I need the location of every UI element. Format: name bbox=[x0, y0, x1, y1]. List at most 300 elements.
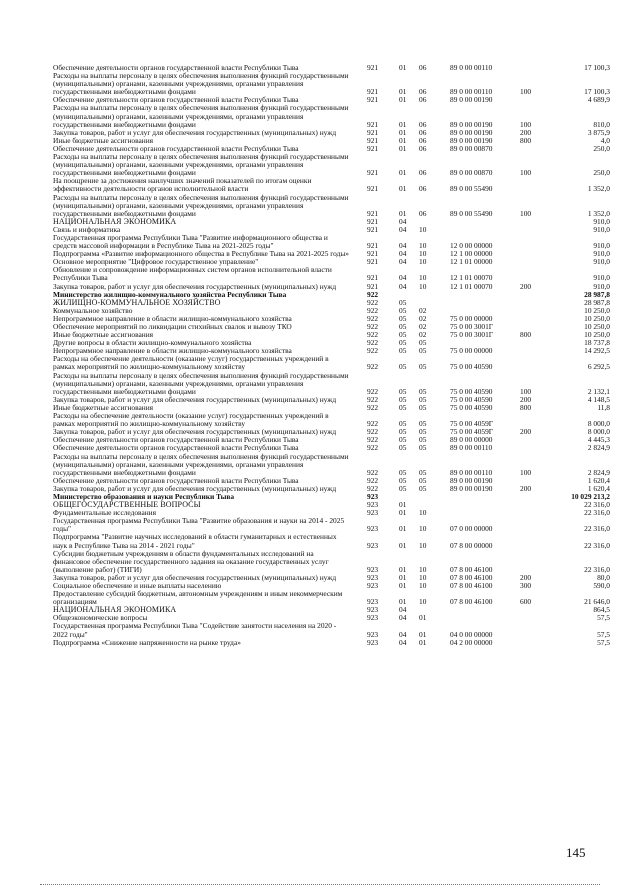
target-article-code: 75 0 00 40590 bbox=[450, 362, 493, 372]
section-code: 05 bbox=[399, 483, 407, 493]
target-article-code: 89 0 00 55490 bbox=[450, 208, 493, 218]
section-code: 04 bbox=[399, 273, 407, 283]
row-description: Расходы на выплаты персоналу в целях обеспечения выполнения функций государственными (муниципальными) органами, казенными учреждениями, органами управления государственными внебюджетными фондами bbox=[53, 192, 349, 218]
target-article-code: 07 8 00 46100 bbox=[450, 572, 493, 582]
section-code: 04 bbox=[399, 249, 407, 259]
subsection-code: 06 bbox=[419, 168, 427, 178]
expense-type-code: 200 bbox=[520, 281, 532, 291]
target-article-code: 75 0 00 00000 bbox=[450, 346, 493, 356]
section-code: 01 bbox=[399, 581, 407, 590]
subsection-code: 06 bbox=[419, 127, 427, 137]
row-description: Обеспечение деятельности органов государственной власти Республики Тыва bbox=[53, 435, 299, 445]
table-row bbox=[53, 216, 610, 226]
target-article-code: 89 0 00 00190 bbox=[450, 119, 493, 129]
ministry-code: 921 bbox=[367, 184, 379, 194]
subsection-code: 02 bbox=[419, 330, 427, 340]
subsection-code: 05 bbox=[419, 483, 427, 493]
table-row bbox=[53, 192, 610, 218]
section-code: 05 bbox=[399, 305, 407, 315]
table-row bbox=[53, 516, 610, 534]
ministry-code: 922 bbox=[367, 443, 379, 453]
amount-value: 17 100,3 bbox=[584, 87, 610, 97]
amount-value: 250,0 bbox=[593, 168, 610, 178]
row-description: Иные бюджетные ассигнования bbox=[53, 402, 154, 412]
section-code: 05 bbox=[399, 435, 407, 445]
target-article-code: 89 0 00 00110 bbox=[450, 63, 493, 72]
table-row bbox=[53, 411, 610, 429]
amount-value: 4,0 bbox=[600, 135, 610, 145]
target-article-code: 75 0 00 3001Г bbox=[450, 322, 494, 331]
amount-value: 17 100,3 bbox=[584, 63, 610, 72]
page-number: 145 bbox=[566, 845, 586, 860]
ministry-code: 921 bbox=[367, 135, 379, 145]
target-article-code: 89 0 00 00110 bbox=[450, 443, 493, 453]
ministry-code: 923 bbox=[367, 491, 379, 501]
row-description: Предоставление субсидий бюджетным, автономным учреждениям и иным некоммерческим организациям bbox=[53, 589, 343, 607]
expense-type-code: 200 bbox=[520, 127, 532, 137]
subsection-code: 10 bbox=[419, 224, 427, 234]
table-row bbox=[53, 176, 610, 194]
row-description: НАЦИОНАЛЬНАЯ ЭКОНОМИКА bbox=[53, 605, 177, 615]
ministry-code: 923 bbox=[367, 564, 379, 574]
row-description: Обеспечение деятельности органов государственной власти Республики Тыва bbox=[53, 475, 299, 485]
ministry-code: 921 bbox=[367, 273, 379, 283]
row-description: Государственная программа Республики Тыва "Развитие информационного общества и средств массовой информации в Республике Тыва на 2021-2025 годы" bbox=[53, 232, 328, 251]
target-article-code: 89 0 00 00000 bbox=[450, 435, 493, 445]
table-row bbox=[53, 152, 610, 178]
row-description: ОБЩЕГОСУДАРСТВЕННЫЕ ВОПРОСЫ bbox=[53, 500, 201, 510]
subsection-code: 06 bbox=[419, 63, 427, 72]
amount-value: 10 029 213,2 bbox=[571, 491, 610, 501]
row-description: Основное мероприятие "Цифровое государственное управление" bbox=[53, 257, 259, 267]
ministry-code: 922 bbox=[367, 330, 379, 340]
row-description: Иные бюджетные ассигнования bbox=[53, 330, 154, 340]
section-code: 01 bbox=[399, 95, 407, 105]
subsection-code: 06 bbox=[419, 87, 427, 97]
subsection-code: 10 bbox=[419, 241, 427, 251]
amount-value: 10 250,0 bbox=[584, 305, 610, 315]
subsection-code: 10 bbox=[419, 597, 427, 607]
target-article-code: 75 0 00 3001Г bbox=[450, 330, 494, 340]
ministry-code: 922 bbox=[367, 483, 379, 493]
table-row bbox=[53, 232, 610, 251]
amount-value: 864,5 bbox=[593, 605, 610, 615]
ministry-code: 922 bbox=[367, 386, 379, 396]
ministry-code: 923 bbox=[367, 524, 379, 534]
amount-value: 910,0 bbox=[593, 273, 610, 283]
table-row bbox=[53, 354, 610, 372]
amount-value: 57,5 bbox=[597, 637, 610, 647]
ministry-code: 921 bbox=[367, 257, 379, 267]
target-article-code: 75 0 00 4059Г bbox=[450, 427, 494, 437]
expense-type-code: 800 bbox=[520, 135, 532, 145]
row-description: Непрограммное направление в области жилищно-коммунального хозяйства bbox=[53, 346, 292, 356]
target-article-code: 12 1 01 00070 bbox=[450, 281, 493, 291]
subsection-code: 06 bbox=[419, 208, 427, 218]
section-code: 01 bbox=[399, 572, 407, 582]
table-row bbox=[53, 621, 610, 639]
amount-value: 22 316,0 bbox=[584, 524, 610, 534]
amount-value: 57,5 bbox=[597, 629, 610, 639]
target-article-code: 89 0 00 00190 bbox=[450, 475, 493, 485]
section-code: 01 bbox=[399, 119, 407, 129]
target-article-code: 89 0 00 00870 bbox=[450, 143, 493, 153]
section-code: 01 bbox=[399, 135, 407, 145]
row-description: Расходы на выплаты персоналу в целях обеспечения выполнения функций государственными (муниципальными) органами, казенными учреждениями, органами управления государственными внебюджетными фондами bbox=[53, 71, 349, 97]
target-article-code: 89 0 00 00190 bbox=[450, 95, 493, 105]
row-description: Другие вопросы в области жилищно-коммунального хозяйства bbox=[53, 338, 252, 348]
section-code: 05 bbox=[399, 443, 407, 453]
section-code: 05 bbox=[399, 402, 407, 412]
ministry-code: 922 bbox=[367, 419, 379, 429]
section-code: 04 bbox=[399, 637, 407, 647]
section-code: 04 bbox=[399, 216, 407, 226]
ministry-code: 923 bbox=[367, 508, 379, 518]
row-description: Непрограммное направление в области жилищно-коммунального хозяйства bbox=[53, 313, 292, 323]
section-code: 01 bbox=[399, 127, 407, 137]
target-article-code: 12 1 00 00000 bbox=[450, 249, 493, 259]
subsection-code: 10 bbox=[419, 281, 427, 291]
target-article-code: 89 0 00 00190 bbox=[450, 135, 493, 145]
ministry-code: 923 bbox=[367, 637, 379, 647]
row-description: Расходы на обеспечение деятельности (оказание услуг) государственных учреждений в рамках мероприятий по жилищно-коммунальному хозяйству bbox=[53, 354, 329, 372]
ministry-code: 922 bbox=[367, 362, 379, 372]
row-description: Фундаментальные исследования bbox=[53, 508, 157, 518]
expense-type-code: 100 bbox=[520, 87, 532, 97]
row-description: Субсидии бюджетным учреждениям в области фундаментальных исследований на финансовое обеспечение государственного задания на оказание государственных услуг (выполнение работ) (ТИГИ) bbox=[53, 548, 329, 574]
table-row bbox=[53, 637, 610, 647]
ministry-code: 922 bbox=[367, 394, 379, 404]
target-article-code: 75 0 00 40590 bbox=[450, 402, 493, 412]
row-description: Расходы на выплаты персоналу в целях обеспечения выполнения функций государственными (муниципальными) органами, казенными учреждениями, органами управления государственными внебюджетными фондами bbox=[53, 370, 349, 396]
ministry-code: 923 bbox=[367, 613, 379, 623]
ministry-code: 921 bbox=[367, 168, 379, 178]
row-description: Связь и информатика bbox=[53, 224, 121, 234]
row-description: Государственная программа Республики Тыва "Содействие занятости населения на 2020 - 2022 годы" bbox=[53, 621, 337, 639]
ministry-code: 923 bbox=[367, 605, 379, 615]
expense-type-code: 200 bbox=[520, 394, 532, 404]
table-row bbox=[53, 103, 610, 129]
row-description: Закупка товаров, работ и услуг для обеспечения государственных (муниципальных) нужд bbox=[53, 281, 337, 291]
subsection-code: 10 bbox=[419, 273, 427, 283]
section-code: 05 bbox=[399, 394, 407, 404]
subsection-code: 01 bbox=[419, 637, 427, 647]
amount-value: 22 316,0 bbox=[584, 540, 610, 550]
ministry-code: 921 bbox=[367, 119, 379, 129]
amount-value: 1 620,4 bbox=[587, 483, 610, 493]
section-code: 01 bbox=[399, 184, 407, 194]
section-code: 01 bbox=[399, 500, 407, 510]
target-article-code: 07 8 00 46100 bbox=[450, 597, 493, 607]
amount-value: 250,0 bbox=[593, 143, 610, 153]
row-description: Обеспечение деятельности органов государственной власти Республики Тыва bbox=[53, 143, 299, 153]
ministry-code: 921 bbox=[367, 87, 379, 97]
row-description: Закупка товаров, работ и услуг для обеспечения государственных (муниципальных) нужд bbox=[53, 572, 337, 582]
subsection-code: 05 bbox=[419, 402, 427, 412]
subsection-code: 10 bbox=[419, 572, 427, 582]
amount-value: 10 250,0 bbox=[584, 313, 610, 323]
row-description: Обновление и сопровождение информационных систем органов исполнительной власти Республики Тыва bbox=[53, 265, 332, 283]
expense-type-code: 100 bbox=[520, 119, 532, 129]
row-description: Министерство жилищно-коммунального хозяйства Республики Тыва bbox=[53, 289, 287, 299]
ministry-code: 923 bbox=[367, 581, 379, 590]
section-code: 05 bbox=[399, 419, 407, 429]
section-code: 01 bbox=[399, 87, 407, 97]
amount-value: 2 824,9 bbox=[587, 443, 610, 453]
ministry-code: 922 bbox=[367, 289, 379, 299]
target-article-code: 07 8 00 46100 bbox=[450, 581, 493, 590]
ministry-code: 923 bbox=[367, 597, 379, 607]
amount-value: 11,8 bbox=[597, 402, 610, 412]
ministry-code: 921 bbox=[367, 95, 379, 105]
amount-value: 8 000,0 bbox=[587, 419, 610, 429]
amount-value: 22 316,0 bbox=[584, 508, 610, 518]
subsection-code: 10 bbox=[419, 540, 427, 550]
subsection-code: 05 bbox=[419, 394, 427, 404]
amount-value: 590,0 bbox=[593, 581, 610, 590]
row-description: Подпрограмма «Снижение напряженности на рынке труда» bbox=[53, 637, 241, 647]
ministry-code: 922 bbox=[367, 322, 379, 331]
row-description: Подпрограмма «Развитие информационного общества в Республике Тыва на 2021-2025 годы» bbox=[53, 249, 349, 259]
amount-value: 4 148,5 bbox=[587, 394, 610, 404]
target-article-code: 75 0 00 40590 bbox=[450, 394, 493, 404]
row-description: Расходы на выплаты персоналу в целях обеспечения выполнения функций государственными (муниципальными) органами, казенными учреждениями, органами управления государственными внебюджетными фондами bbox=[53, 103, 349, 129]
table-row bbox=[53, 532, 610, 550]
amount-value: 910,0 bbox=[593, 281, 610, 291]
section-code: 05 bbox=[399, 297, 407, 307]
ministry-code: 923 bbox=[367, 500, 379, 510]
target-article-code: 75 0 00 4059Г bbox=[450, 419, 494, 429]
ministry-code: 922 bbox=[367, 402, 379, 412]
amount-value: 22 316,0 bbox=[584, 564, 610, 574]
amount-value: 4 689,9 bbox=[587, 95, 610, 105]
ministry-code: 923 bbox=[367, 629, 379, 639]
target-article-code: 12 1 01 00070 bbox=[450, 273, 493, 283]
ministry-code: 921 bbox=[367, 63, 379, 72]
ministry-code: 923 bbox=[367, 572, 379, 582]
subsection-code: 05 bbox=[419, 419, 427, 429]
target-article-code: 12 1 01 00000 bbox=[450, 257, 493, 267]
expense-type-code: 200 bbox=[520, 483, 532, 493]
amount-value: 4 445,3 bbox=[587, 435, 610, 445]
section-code: 05 bbox=[399, 467, 407, 477]
section-code: 01 bbox=[399, 597, 407, 607]
expense-type-code: 600 bbox=[520, 597, 532, 607]
amount-value: 2 824,9 bbox=[587, 467, 610, 477]
section-code: 01 bbox=[399, 63, 407, 72]
row-description: Закупка товаров, работ и услуг для обеспечения государственных (муниципальных) нужд bbox=[53, 127, 337, 137]
row-description: Обеспечение деятельности органов государственной власти Республики Тыва bbox=[53, 443, 299, 453]
amount-value: 28 987,8 bbox=[584, 297, 610, 307]
row-description: Государственная программа Республики Тыва "Развитие образования и науки на 2014 - 2025 годы" bbox=[53, 516, 345, 534]
amount-value: 14 292,5 bbox=[584, 346, 610, 356]
row-description: Иные бюджетные ассигнования bbox=[53, 135, 154, 145]
row-description: НАЦИОНАЛЬНАЯ ЭКОНОМИКА bbox=[53, 216, 177, 226]
amount-value: 10 250,0 bbox=[584, 322, 610, 331]
target-article-code: 04 2 00 00000 bbox=[450, 637, 493, 647]
row-description: Коммунальное хозяйство bbox=[53, 305, 133, 315]
section-code: 05 bbox=[399, 427, 407, 437]
expense-type-code: 100 bbox=[520, 168, 532, 178]
expense-type-code: 100 bbox=[520, 467, 532, 477]
subsection-code: 02 bbox=[419, 322, 427, 331]
row-description: Обеспечение мероприятий по ликвидации стихийных свалок и вывозу ТКО bbox=[53, 322, 292, 331]
section-code: 04 bbox=[399, 629, 407, 639]
ministry-code: 922 bbox=[367, 305, 379, 315]
table-row bbox=[53, 451, 610, 477]
table-row bbox=[53, 370, 610, 396]
ministry-code: 922 bbox=[367, 313, 379, 323]
subsection-code: 05 bbox=[419, 386, 427, 396]
row-description: Закупка товаров, работ и услуг для обеспечения государственных (муниципальных) нужд bbox=[53, 483, 337, 493]
amount-value: 910,0 bbox=[593, 241, 610, 251]
subsection-code: 06 bbox=[419, 184, 427, 194]
section-code: 01 bbox=[399, 540, 407, 550]
row-description: Расходы на выплаты персоналу в целях обеспечения выполнения функций государственными (муниципальными) органами, казенными учреждениями, органами управления государственными внебюджетными фондами bbox=[53, 451, 349, 477]
section-code: 04 bbox=[399, 257, 407, 267]
subsection-code: 06 bbox=[419, 135, 427, 145]
row-description: Министерство образования и науки Республики Тыва bbox=[53, 491, 235, 501]
amount-value: 80,0 bbox=[597, 572, 610, 582]
target-article-code: 89 0 00 00870 bbox=[450, 168, 493, 178]
section-code: 04 bbox=[399, 241, 407, 251]
subsection-code: 05 bbox=[419, 362, 427, 372]
amount-value: 810,0 bbox=[593, 119, 610, 129]
amount-value: 8 000,0 bbox=[587, 427, 610, 437]
ministry-code: 921 bbox=[367, 216, 379, 226]
amount-value: 10 250,0 bbox=[584, 330, 610, 340]
amount-value: 57,5 bbox=[597, 613, 610, 623]
subsection-code: 10 bbox=[419, 508, 427, 518]
expense-type-code: 100 bbox=[520, 208, 532, 218]
subsection-code: 05 bbox=[419, 346, 427, 356]
section-code: 05 bbox=[399, 386, 407, 396]
target-article-code: 07 0 00 00000 bbox=[450, 524, 493, 534]
section-code: 04 bbox=[399, 613, 407, 623]
subsection-code: 10 bbox=[419, 524, 427, 534]
ministry-code: 921 bbox=[367, 127, 379, 137]
table-row bbox=[53, 265, 610, 283]
amount-value: 1 620,4 bbox=[587, 475, 610, 485]
section-code: 01 bbox=[399, 143, 407, 153]
row-description: Расходы на обеспечение деятельности (оказание услуг) государственных учреждений в рамках мероприятий по жилищно-коммунальному хозяйству bbox=[53, 411, 329, 429]
row-description: Общеэкономические вопросы bbox=[53, 613, 148, 623]
target-article-code: 89 0 00 00110 bbox=[450, 87, 493, 97]
expense-type-code: 800 bbox=[520, 402, 532, 412]
subsection-code: 10 bbox=[419, 581, 427, 590]
ministry-code: 922 bbox=[367, 427, 379, 437]
target-article-code: 89 0 00 00190 bbox=[450, 483, 493, 493]
row-description: Закупка товаров, работ и услуг для обеспечения государственных (муниципальных) нужд bbox=[53, 394, 337, 404]
subsection-code: 01 bbox=[419, 629, 427, 639]
target-article-code: 07 8 00 46100 bbox=[450, 564, 493, 574]
subsection-code: 10 bbox=[419, 257, 427, 267]
amount-value: 1 352,0 bbox=[587, 208, 610, 218]
subsection-code: 06 bbox=[419, 95, 427, 105]
section-code: 05 bbox=[399, 475, 407, 485]
target-article-code: 04 0 00 00000 bbox=[450, 629, 493, 639]
ministry-code: 921 bbox=[367, 208, 379, 218]
table-row bbox=[53, 297, 610, 307]
target-article-code: 07 8 00 00000 bbox=[450, 540, 493, 550]
table-row bbox=[53, 71, 610, 97]
ministry-code: 921 bbox=[367, 249, 379, 259]
ministry-code: 922 bbox=[367, 338, 379, 348]
row-description: ЖИЛИЩНО-КОММУНАЛЬНОЕ ХОЗЯЙСТВО bbox=[53, 297, 221, 307]
amount-value: 910,0 bbox=[593, 216, 610, 226]
footer-rule bbox=[40, 884, 600, 885]
section-code: 01 bbox=[399, 508, 407, 518]
amount-value: 3 875,9 bbox=[587, 127, 610, 137]
amount-value: 18 737,8 bbox=[584, 338, 610, 348]
expense-type-code: 200 bbox=[520, 427, 532, 437]
subsection-code: 05 bbox=[419, 443, 427, 453]
amount-value: 910,0 bbox=[593, 257, 610, 267]
target-article-code: 75 0 00 40590 bbox=[450, 386, 493, 396]
subsection-code: 06 bbox=[419, 143, 427, 153]
subsection-code: 05 bbox=[419, 427, 427, 437]
expense-type-code: 200 bbox=[520, 572, 532, 582]
amount-value: 1 352,0 bbox=[587, 184, 610, 194]
amount-value: 6 292,5 bbox=[587, 362, 610, 372]
subsection-code: 05 bbox=[419, 475, 427, 485]
subsection-code: 05 bbox=[419, 435, 427, 445]
ministry-code: 922 bbox=[367, 475, 379, 485]
subsection-code: 10 bbox=[419, 249, 427, 259]
table-row bbox=[53, 589, 610, 607]
section-code: 05 bbox=[399, 322, 407, 331]
target-article-code: 12 0 00 00000 bbox=[450, 241, 493, 251]
target-article-code: 75 0 00 00000 bbox=[450, 313, 493, 323]
ministry-code: 921 bbox=[367, 143, 379, 153]
section-code: 01 bbox=[399, 524, 407, 534]
subsection-code: 06 bbox=[419, 119, 427, 129]
expense-type-code: 100 bbox=[520, 386, 532, 396]
subsection-code: 10 bbox=[419, 564, 427, 574]
subsection-code: 05 bbox=[419, 467, 427, 477]
amount-value: 2 132,1 bbox=[587, 386, 610, 396]
section-code: 05 bbox=[399, 313, 407, 323]
amount-value: 910,0 bbox=[593, 249, 610, 259]
section-code: 01 bbox=[399, 168, 407, 178]
expense-type-code: 800 bbox=[520, 330, 532, 340]
row-description: Обеспечение деятельности органов государственной власти Республики Тыва bbox=[53, 63, 299, 72]
target-article-code: 89 0 00 55490 bbox=[450, 184, 493, 194]
amount-value: 28 987,8 bbox=[584, 289, 610, 299]
ministry-code: 921 bbox=[367, 241, 379, 251]
row-description: Подпрограмма "Развитие научных исследований в области гуманитарных и естественных наук в Республике Тыва на 2014 - 2021 годы" bbox=[53, 532, 337, 550]
expense-type-code: 300 bbox=[520, 581, 532, 590]
section-code: 01 bbox=[399, 208, 407, 218]
ministry-code: 923 bbox=[367, 540, 379, 550]
section-code: 05 bbox=[399, 338, 407, 348]
ministry-code: 921 bbox=[367, 224, 379, 234]
row-description: Обеспечение деятельности органов государственной власти Республики Тыва bbox=[53, 95, 299, 105]
section-code: 04 bbox=[399, 224, 407, 234]
table-row bbox=[53, 548, 610, 574]
section-code: 04 bbox=[399, 605, 407, 615]
ministry-code: 922 bbox=[367, 435, 379, 445]
row-description: Социальное обеспечение и иные выплаты населению bbox=[53, 581, 222, 590]
ministry-code: 922 bbox=[367, 467, 379, 477]
section-code: 01 bbox=[399, 564, 407, 574]
section-code: 05 bbox=[399, 330, 407, 340]
ministry-code: 922 bbox=[367, 297, 379, 307]
ministry-code: 921 bbox=[367, 281, 379, 291]
row-description: На поощрение за достижения наилучших значений показателей по итогам оценки эффективности деятельности органов исполнительной власти bbox=[53, 176, 312, 194]
budget-table bbox=[53, 63, 610, 647]
subsection-code: 02 bbox=[419, 313, 427, 323]
